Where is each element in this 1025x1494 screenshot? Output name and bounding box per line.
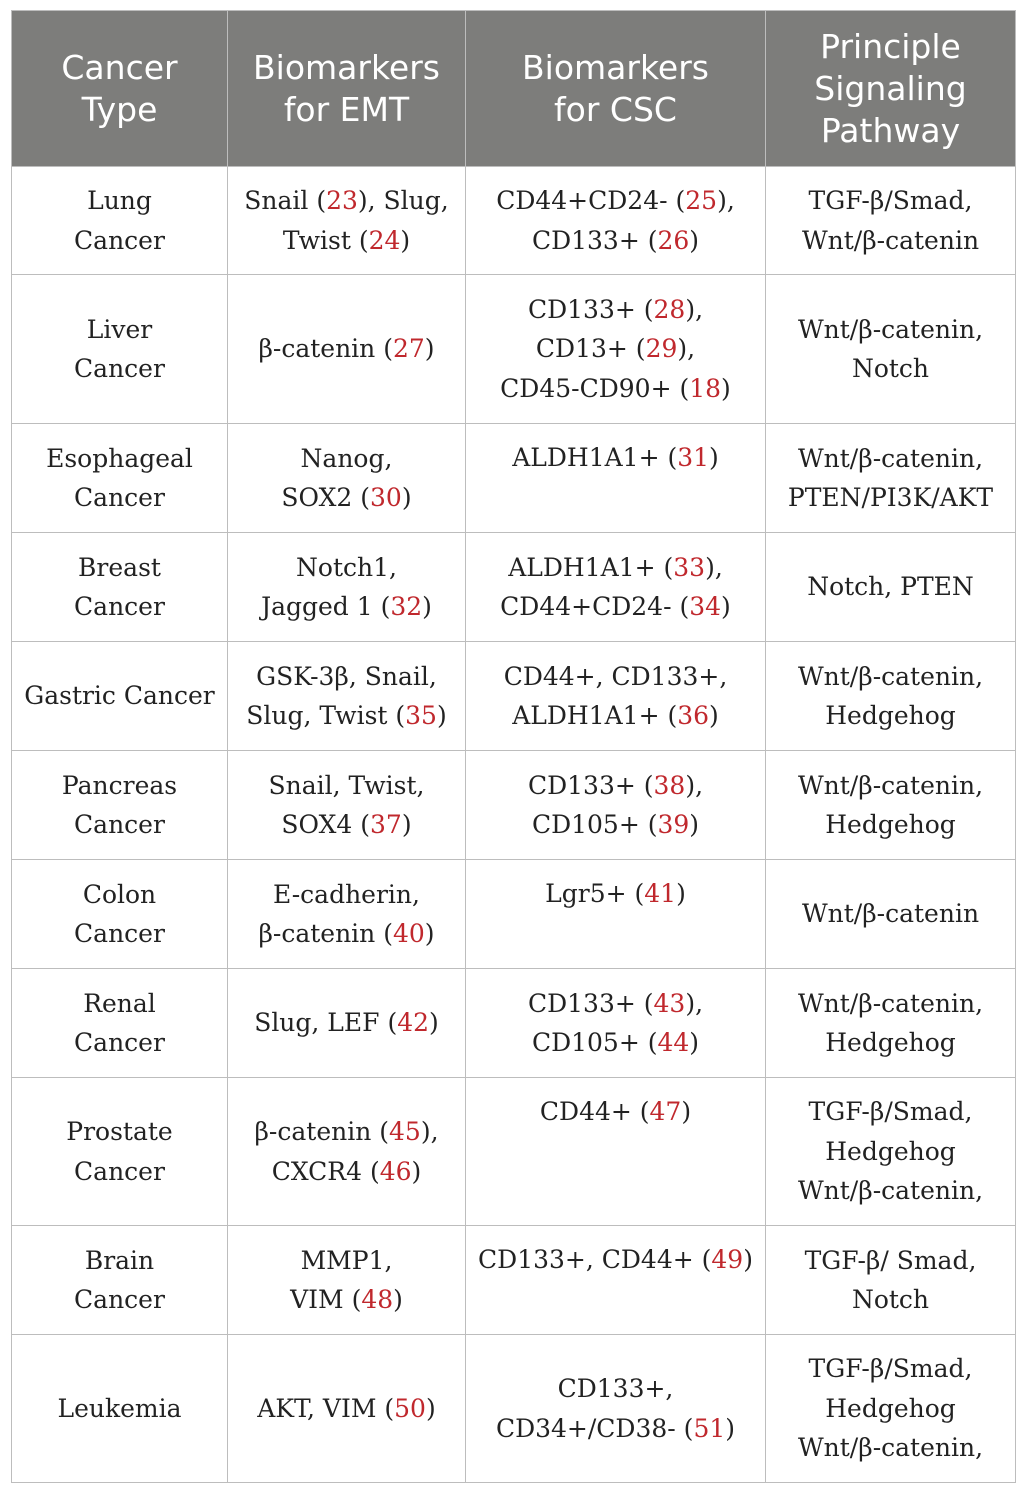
cell-text: Breast	[78, 552, 161, 582]
cell-text: SOX4 (	[281, 810, 370, 839]
emt-biomarkers-cell	[228, 275, 466, 424]
column-header-csc-biomarkers	[466, 11, 766, 167]
csc-biomarkers-cell	[466, 275, 766, 424]
cell-text: Slug, Twist (	[246, 701, 406, 730]
biomarkers-table	[11, 10, 1016, 1483]
reference-link[interactable]: 48	[361, 1285, 394, 1314]
csc-biomarkers-cell	[466, 751, 766, 860]
signaling-pathway-cell	[766, 275, 1016, 424]
cell-text: CD133+, CD44+ (	[478, 1245, 712, 1274]
cell-line	[470, 1240, 761, 1280]
cell-line	[16, 805, 223, 845]
signaling-pathway-cell	[766, 969, 1016, 1078]
cancer-type-cell	[12, 642, 228, 751]
cell-line	[770, 1171, 1011, 1211]
cell-text: Renal	[83, 988, 156, 1018]
cell-text: ),	[705, 552, 723, 582]
cell-line	[770, 1241, 1011, 1281]
cell-text: Gastric Cancer	[24, 681, 215, 711]
reference-link[interactable]: 34	[689, 592, 722, 621]
cancer-type-cell	[12, 969, 228, 1078]
cell-text: Snail, Twist,	[268, 770, 425, 800]
cell-line	[16, 1389, 223, 1429]
cell-text: )	[689, 810, 700, 839]
reference-link[interactable]: 47	[649, 1097, 682, 1126]
cell-text: Lung	[87, 186, 152, 215]
cell-line	[16, 1241, 223, 1281]
reference-link[interactable]: 28	[653, 294, 686, 324]
cell-text: Nanog,	[300, 443, 393, 473]
cell-text: )	[425, 1393, 436, 1423]
csc-biomarkers-cell	[466, 424, 766, 533]
cell-text: Wnt/β-catenin,	[797, 661, 984, 691]
cell-text: )	[721, 373, 731, 403]
cell-text: Leukemia	[57, 1393, 182, 1423]
column-header-line: Biomarkers	[522, 47, 709, 87]
cell-text: Slug, LEF (	[254, 1008, 398, 1038]
cell-line	[470, 1409, 761, 1449]
csc-biomarkers-cell	[466, 860, 766, 969]
cell-line	[16, 548, 223, 588]
reference-link[interactable]: 49	[711, 1245, 744, 1274]
signaling-pathway-cell	[766, 424, 1016, 533]
cell-text: )	[689, 225, 700, 255]
reference-link[interactable]: 45	[389, 1117, 421, 1146]
cell-text: Hedgehog	[825, 810, 956, 839]
cell-line	[470, 657, 761, 697]
table-row	[12, 1335, 1016, 1483]
cell-line	[470, 805, 761, 845]
cell-text: VIM (	[290, 1285, 362, 1314]
cell-text: CD133+ (	[527, 770, 654, 800]
table-row	[12, 1078, 1016, 1226]
cell-line	[232, 1112, 461, 1152]
cell-line	[470, 1092, 761, 1132]
reference-link[interactable]: 35	[405, 701, 437, 730]
cell-text: β-catenin (	[258, 919, 393, 948]
cell-text: Twist (	[282, 225, 369, 255]
cell-text: Cancer	[74, 354, 165, 383]
cell-text: GSK-3β, Snail,	[256, 661, 437, 691]
cell-text: SOX2 (	[281, 483, 370, 512]
cell-text: )	[393, 1285, 403, 1314]
cell-text: )	[743, 1245, 753, 1274]
cancer-type-cell	[12, 533, 228, 642]
column-header-signaling-pathway	[766, 11, 1016, 167]
csc-biomarkers-cell	[466, 1226, 766, 1335]
table-row	[12, 969, 1016, 1078]
csc-biomarkers-cell	[466, 969, 766, 1078]
cell-text: MMP1,	[300, 1245, 393, 1275]
cell-text: Pancreas	[61, 770, 178, 800]
csc-biomarkers-cell	[466, 167, 766, 275]
cell-line	[232, 1389, 461, 1429]
cell-text: Wnt/β-catenin,	[797, 1433, 984, 1463]
cell-line	[770, 696, 1011, 736]
cell-line	[770, 1349, 1011, 1389]
cell-line	[470, 874, 761, 914]
cell-line	[232, 696, 461, 736]
reference-link[interactable]: 18	[689, 373, 722, 403]
cell-text: ),	[717, 186, 735, 215]
cell-text: )	[422, 592, 432, 621]
cell-text: CD133+ (	[531, 225, 658, 255]
cell-text: )	[681, 1097, 692, 1126]
reference-link[interactable]: 44	[657, 1028, 690, 1057]
reference-link[interactable]: 39	[657, 810, 690, 839]
cell-text: ),	[685, 294, 704, 324]
reference-link[interactable]: 46	[379, 1156, 412, 1186]
cell-text: CD133+,	[557, 1374, 674, 1403]
reference-link[interactable]: 50	[394, 1393, 426, 1423]
cell-text: CD13+ (	[535, 334, 646, 364]
emt-biomarkers-cell	[228, 1335, 466, 1483]
reference-link[interactable]: 31	[677, 443, 710, 472]
cell-line	[470, 1023, 761, 1063]
reference-link[interactable]: 23	[326, 186, 358, 215]
table-header	[12, 11, 1016, 167]
cell-text: Notch	[851, 354, 930, 383]
cell-line	[232, 439, 461, 479]
cell-text: Cancer	[74, 483, 165, 512]
cell-line	[232, 181, 461, 221]
cell-text: )	[709, 701, 719, 730]
table-row	[12, 751, 1016, 860]
signaling-pathway-cell	[766, 1078, 1016, 1226]
reference-link[interactable]: 42	[397, 1008, 430, 1038]
signaling-pathway-cell	[766, 642, 1016, 751]
cell-line	[16, 310, 223, 350]
cell-line	[16, 1023, 223, 1063]
cell-line	[770, 567, 1011, 607]
cell-text: Notch, PTEN	[807, 572, 974, 602]
cell-line	[232, 221, 461, 261]
cell-text: Cancer	[74, 1028, 165, 1057]
signaling-pathway-cell	[766, 751, 1016, 860]
column-header-line: Biomarkers	[253, 47, 440, 87]
cell-text: ),	[685, 988, 704, 1018]
cancer-type-cell	[12, 1226, 228, 1335]
reference-link[interactable]: 30	[370, 483, 402, 512]
cell-line	[16, 766, 223, 806]
reference-link[interactable]: 24	[368, 225, 401, 255]
emt-biomarkers-cell	[228, 969, 466, 1078]
column-header-line: Type	[81, 89, 158, 129]
csc-biomarkers-cell	[466, 642, 766, 751]
cell-text: )	[400, 225, 411, 255]
signaling-pathway-cell	[766, 533, 1016, 642]
cell-text: CD133+ (	[527, 294, 654, 324]
emt-biomarkers-cell	[228, 167, 466, 275]
cell-line	[470, 696, 761, 736]
cell-line	[470, 181, 761, 221]
cell-line	[770, 1132, 1011, 1172]
cell-text: )	[436, 701, 447, 730]
reference-link[interactable]: 25	[685, 186, 718, 215]
cell-text: )	[411, 1156, 422, 1186]
reference-link[interactable]: 51	[693, 1413, 726, 1443]
cell-text: )	[401, 810, 412, 839]
cancer-type-cell	[12, 1335, 228, 1483]
cancer-type-cell	[12, 167, 228, 275]
cell-text: )	[725, 1413, 736, 1443]
cell-line	[232, 1152, 461, 1192]
cell-text: )	[676, 879, 686, 908]
table-row	[12, 533, 1016, 642]
cell-text: CD34+/CD38- (	[495, 1413, 694, 1443]
reference-link[interactable]: 40	[392, 919, 425, 948]
cell-text: Notch1,	[296, 552, 397, 582]
column-header-emt-biomarkers	[228, 11, 466, 167]
cell-text: Lgr5+ (	[545, 879, 645, 908]
emt-biomarkers-cell	[228, 751, 466, 860]
cancer-type-cell	[12, 275, 228, 424]
cell-text: CD44+CD24- (	[500, 592, 690, 621]
cell-line	[232, 1280, 461, 1320]
cell-text: Hedgehog	[825, 1136, 956, 1166]
reference-link[interactable]: 38	[653, 770, 686, 800]
cell-text: )	[709, 443, 719, 472]
cell-text: Colon	[82, 879, 157, 909]
cell-text: ), Slug,	[357, 186, 449, 215]
column-header-line: Pathway	[820, 110, 961, 150]
cell-text: Hedgehog	[825, 1028, 956, 1057]
cell-line	[232, 657, 461, 697]
cancer-type-cell	[12, 860, 228, 969]
emt-biomarkers-cell	[228, 642, 466, 751]
cell-line	[232, 587, 461, 627]
table-row	[12, 1226, 1016, 1335]
signaling-pathway-cell	[766, 1335, 1016, 1483]
table-row	[12, 424, 1016, 533]
table-row	[12, 275, 1016, 424]
column-header-line: Cancer	[61, 47, 178, 87]
column-header-line: for CSC	[554, 89, 677, 129]
reference-link[interactable]: 32	[390, 592, 423, 621]
cell-line	[16, 914, 223, 954]
cell-text: ),	[685, 770, 704, 800]
cell-line	[16, 875, 223, 915]
cell-text: Cancer	[74, 810, 165, 839]
cell-line	[16, 676, 223, 716]
reference-link[interactable]: 41	[644, 879, 677, 908]
cell-line	[470, 369, 761, 409]
cell-text: Wnt/β-catenin,	[797, 1176, 984, 1206]
cell-line	[470, 766, 761, 806]
cell-line	[470, 438, 761, 478]
cell-text: PTEN/PI3K/AKT	[787, 483, 994, 512]
cell-line	[16, 1112, 223, 1152]
cell-text: )	[401, 483, 412, 512]
cell-text: Hedgehog	[825, 701, 956, 730]
cell-text: Wnt/β-catenin,	[797, 314, 984, 344]
cell-line	[232, 548, 461, 588]
cell-text: Cancer	[74, 1156, 165, 1186]
cell-line	[470, 290, 761, 330]
emt-biomarkers-cell	[228, 533, 466, 642]
table-row	[12, 167, 1016, 275]
cell-text: Snail (	[244, 186, 327, 215]
cell-line	[232, 875, 461, 915]
cell-line	[16, 1280, 223, 1320]
cell-line	[470, 329, 761, 369]
cell-line	[770, 805, 1011, 845]
cell-text: Wnt/β-catenin,	[797, 988, 984, 1018]
reference-link[interactable]: 27	[392, 334, 425, 364]
reference-link[interactable]: 36	[677, 701, 710, 730]
cell-line	[770, 439, 1011, 479]
cell-line	[16, 984, 223, 1024]
cell-line	[770, 894, 1011, 934]
cell-line	[770, 984, 1011, 1024]
cell-text: E-cadherin,	[273, 879, 420, 909]
cell-text: Wnt/β-catenin	[801, 225, 980, 255]
reference-link[interactable]: 26	[657, 225, 690, 255]
cell-text: CD44+ (	[539, 1097, 650, 1126]
cell-line	[770, 478, 1011, 518]
reference-link[interactable]: 29	[645, 334, 678, 364]
cell-line	[470, 221, 761, 261]
cell-line	[232, 329, 461, 369]
cell-line	[770, 349, 1011, 389]
cell-text: )	[424, 334, 435, 364]
cell-text: Prostate	[66, 1117, 173, 1146]
cell-text: TGF-β/Smad,	[808, 1354, 973, 1384]
cell-text: Wnt/β-catenin,	[797, 770, 984, 800]
cell-line	[232, 478, 461, 518]
emt-biomarkers-cell	[228, 424, 466, 533]
cell-text: ),	[677, 334, 696, 364]
cell-line	[770, 1023, 1011, 1063]
cell-line	[770, 766, 1011, 806]
reference-link[interactable]: 43	[653, 988, 686, 1018]
table-body	[12, 167, 1016, 1483]
reference-link[interactable]: 33	[673, 552, 706, 582]
cell-line	[470, 1369, 761, 1409]
cell-line	[770, 1092, 1011, 1132]
signaling-pathway-cell	[766, 167, 1016, 275]
emt-biomarkers-cell	[228, 1226, 466, 1335]
csc-biomarkers-cell	[466, 1335, 766, 1483]
cell-line	[470, 587, 761, 627]
cell-text: β-catenin (	[254, 1117, 390, 1146]
cell-line	[770, 310, 1011, 350]
cell-text: ALDH1A1+ (	[508, 552, 674, 582]
column-header-line: for EMT	[283, 89, 410, 129]
cell-line	[232, 805, 461, 845]
cell-line	[16, 439, 223, 479]
cell-text: TGF-β/ Smad,	[804, 1245, 977, 1275]
cell-text: β-catenin (	[258, 334, 393, 364]
signaling-pathway-cell	[766, 860, 1016, 969]
cell-text: Cancer	[74, 1285, 165, 1314]
emt-biomarkers-cell	[228, 860, 466, 969]
cell-text: Wnt/β-catenin,	[797, 443, 984, 473]
cancer-type-cell	[12, 751, 228, 860]
cell-line	[770, 1280, 1011, 1320]
column-header-cancer-type	[12, 11, 228, 167]
cell-line	[16, 1152, 223, 1192]
cell-text: CD44+, CD133+,	[503, 661, 728, 691]
emt-biomarkers-cell	[228, 1078, 466, 1226]
cell-line	[770, 1389, 1011, 1429]
csc-biomarkers-cell	[466, 1078, 766, 1226]
cell-text: CD105+ (	[531, 810, 658, 839]
cell-text: Liver	[86, 314, 153, 344]
cell-text: Wnt/β-catenin	[801, 899, 980, 929]
csc-biomarkers-cell	[466, 533, 766, 642]
cell-text: )	[721, 592, 731, 621]
cell-text: Cancer	[74, 225, 165, 255]
cell-line	[16, 221, 223, 261]
table-row	[12, 642, 1016, 751]
cell-line	[16, 349, 223, 389]
cell-text: Notch	[851, 1285, 930, 1314]
cell-line	[470, 984, 761, 1024]
reference-link[interactable]: 37	[370, 810, 402, 839]
cell-line	[770, 181, 1011, 221]
column-header-line: Signaling	[814, 68, 967, 108]
cell-text: CD45-CD90+ (	[500, 373, 690, 403]
cell-text: ALDH1A1+ (	[512, 443, 678, 472]
cell-line	[232, 914, 461, 954]
cell-text: )	[689, 1028, 700, 1057]
cell-line	[770, 221, 1011, 261]
cancer-type-cell	[12, 424, 228, 533]
cell-line	[16, 478, 223, 518]
cell-line	[770, 657, 1011, 697]
cell-text: ALDH1A1+ (	[512, 701, 678, 730]
signaling-pathway-cell	[766, 1226, 1016, 1335]
cell-text: Hedgehog	[825, 1393, 956, 1423]
cell-line	[16, 587, 223, 627]
cell-text: Cancer	[74, 919, 165, 948]
header-row	[12, 11, 1016, 167]
cancer-type-cell	[12, 1078, 228, 1226]
cell-line	[232, 766, 461, 806]
table-row	[12, 860, 1016, 969]
cell-text: Esophageal	[46, 443, 193, 473]
cell-text: Cancer	[74, 592, 165, 621]
cell-text: CXCR4 (	[271, 1156, 380, 1186]
cell-line	[232, 1241, 461, 1281]
cell-text: Brain	[84, 1245, 155, 1275]
cell-text: CD105+ (	[531, 1028, 658, 1057]
column-header-line: Principle	[820, 26, 961, 66]
cell-text: Jagged 1 (	[261, 592, 391, 621]
cell-text: CD133+ (	[527, 988, 654, 1018]
cell-text: TGF-β/Smad,	[808, 186, 973, 215]
cell-text: TGF-β/Smad,	[808, 1097, 973, 1127]
cell-text: ),	[420, 1117, 439, 1146]
cell-text: )	[424, 919, 435, 948]
cell-line	[232, 1003, 461, 1043]
cell-line	[16, 181, 223, 221]
cell-text: CD44+CD24- (	[496, 186, 686, 215]
cell-line	[770, 1428, 1011, 1468]
cell-line	[470, 548, 761, 588]
cell-text: AKT, VIM (	[257, 1393, 395, 1423]
cell-text: )	[429, 1008, 439, 1038]
